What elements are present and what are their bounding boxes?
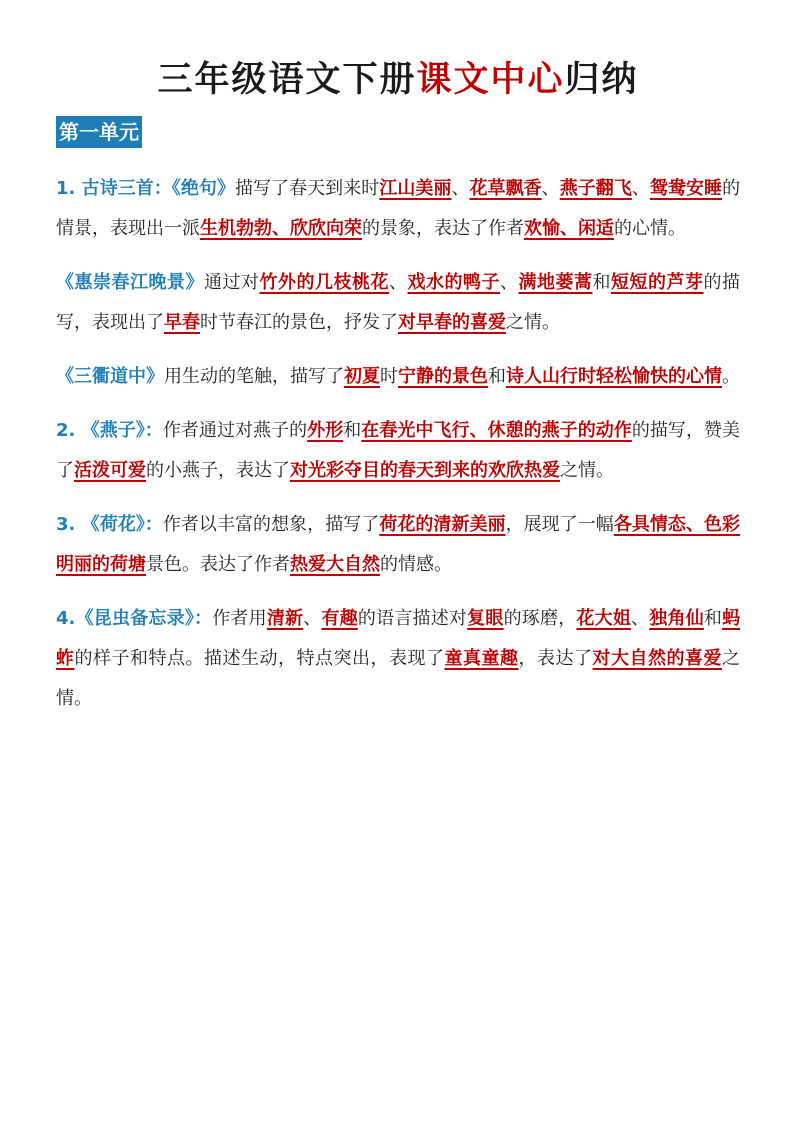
paragraph-sanqu-daozhong (56, 357, 740, 397)
body-text: 、 (541, 178, 560, 199)
body-text: 作者通过对燕子的 (162, 420, 308, 441)
body-text: 的景象，表达了作者 (362, 218, 524, 239)
body-text: 、 (389, 272, 408, 293)
body-text: 的心情。 (614, 218, 686, 239)
key-phrase: 清新 (266, 608, 304, 629)
key-phrase: 短短的芦芽 (611, 272, 704, 293)
paragraph-huichong-chunjiang (56, 263, 740, 343)
key-phrase: 鸳鸯安睡 (649, 178, 723, 199)
key-phrase: 竹外的几枝桃花 (259, 272, 389, 293)
body-text: 的情感。 (380, 554, 452, 575)
key-phrase: 早春 (164, 312, 200, 333)
paragraph-yanzi (56, 411, 740, 491)
body-text: 和 (592, 272, 611, 293)
body-text: ，表达了 (518, 648, 593, 669)
paragraph-ancient-poems-jueju (56, 169, 740, 249)
body-text: ，展现了一幅 (505, 514, 614, 535)
key-phrase: 复眼 (467, 608, 504, 629)
paragraph-lead-heading: 《惠崇春江晚景》 (56, 272, 204, 293)
paragraph-lead-heading: 4.《昆虫备忘录》： (56, 608, 213, 629)
title-part-3: 归纳 (564, 60, 639, 100)
key-phrase: 热爱大自然 (290, 554, 380, 575)
body-text: 、 (631, 178, 650, 199)
body-text: 时 (380, 366, 398, 387)
paragraph-lead-heading: 《三衢道中》 (56, 366, 164, 387)
body-text: 、 (631, 608, 650, 629)
body-text: 、 (303, 608, 322, 629)
key-phrase: 诗人山行时轻松愉快的心情 (506, 366, 722, 387)
key-phrase: 蚂蚱 (56, 608, 741, 669)
key-phrase: 外形 (307, 420, 344, 441)
key-phrase: 有趣 (321, 608, 358, 629)
key-phrase: 童真童趣 (444, 648, 519, 669)
body-text: 的小燕子，表达了 (146, 460, 290, 481)
key-phrase: 对早春的喜爱 (398, 312, 506, 333)
key-phrase: 江山美丽 (379, 178, 452, 199)
body-text: 、 (500, 272, 519, 293)
title-part-2-highlight: 课文中心 (416, 60, 565, 100)
unit-heading: 第一单元 (56, 116, 142, 148)
body-text: 时节春江的景色，抒发了 (200, 312, 398, 333)
body-text: 通过对 (204, 272, 260, 293)
key-phrase: 初夏 (344, 366, 380, 387)
document-page (56, 0, 740, 719)
key-phrase: 独角仙 (649, 608, 704, 629)
key-phrase: 在春光中飞行、休憩的燕子的动作 (361, 420, 632, 441)
body-text: 之情。 (56, 648, 740, 709)
body-text: 的描写，表现出了 (56, 272, 740, 333)
body-text: 的语言描述对 (357, 608, 468, 629)
body-text: 的描写，赞美了 (56, 420, 741, 481)
key-phrase: 满地蒌蒿 (518, 272, 593, 293)
key-phrase: 各具情态、色彩明丽的荷塘 (56, 514, 741, 575)
body-text: 描写了春天到来时 (235, 178, 380, 199)
paragraph-lead-heading: 2. 《燕子》： (56, 420, 163, 441)
body-text: 。 (722, 366, 740, 387)
body-text: 和 (703, 608, 723, 629)
body-text: 和 (343, 420, 362, 441)
key-phrase: 对光彩夺目的春天到来的欢欣热爱 (290, 460, 560, 481)
paragraph-hehua (56, 505, 740, 585)
key-phrase: 荷花的清新美丽 (379, 514, 506, 535)
key-phrase: 花大姐 (576, 608, 632, 629)
paragraph-kunchong-beiwanglu (56, 599, 740, 719)
body-text: 用生动的笔触，描写了 (164, 366, 344, 387)
body-text: 和 (488, 366, 506, 387)
key-phrase: 欢愉、闲适 (524, 218, 614, 239)
key-phrase: 对大自然的喜爱 (592, 648, 722, 669)
paragraph-lead-heading: 1. 古诗三首：《绝句》 (56, 178, 235, 199)
body-text: 、 (451, 178, 470, 199)
body-text: 的样子和特点。描述生动，特点突出，表现了 (74, 648, 445, 669)
body-text: 的情景，表现出一派 (56, 178, 741, 239)
key-phrase: 活泼可爱 (74, 460, 146, 481)
key-phrase: 花草飘香 (469, 178, 542, 199)
page-title (56, 58, 740, 102)
key-phrase: 宁静的景色 (398, 366, 488, 387)
body-text: 作者以丰富的想象，描写了 (162, 514, 380, 535)
title-part-1: 三年级语文下册 (157, 60, 417, 100)
body-text: 之情。 (560, 460, 614, 481)
paragraph-lead-heading: 3. 《荷花》： (56, 514, 163, 535)
key-phrase: 燕子翻飞 (559, 178, 632, 199)
body-text: 的琢磨， (503, 608, 577, 629)
body-text: 作者用 (212, 608, 267, 629)
key-phrase: 戏水的鸭子 (407, 272, 500, 293)
key-phrase: 生机勃勃、欣欣向荣 (200, 218, 362, 239)
unit-heading-row (56, 102, 740, 148)
body-text: 之情。 (506, 312, 560, 333)
body-text: 景色。表达了作者 (146, 554, 290, 575)
